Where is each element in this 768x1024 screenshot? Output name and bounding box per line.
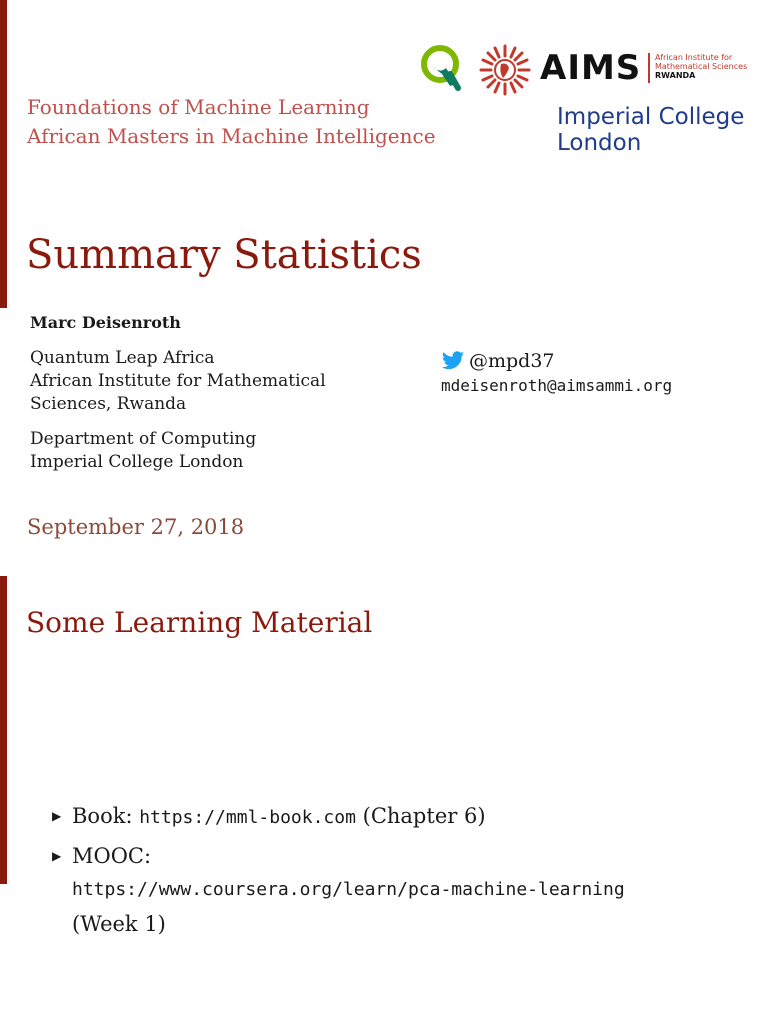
author-name: Marc Deisenroth	[30, 313, 181, 332]
book-link[interactable]: https://mml-book.com	[139, 807, 356, 828]
aims-logo-text: AIMS	[540, 48, 642, 88]
course-title: Foundations of Machine Learning	[27, 95, 370, 119]
affiliation-imperial: Department of Computing Imperial College London	[30, 429, 257, 472]
item-label: MOOC:	[72, 844, 152, 868]
aims-logo-divider	[648, 53, 650, 83]
mooc-link[interactable]: https://www.coursera.org/learn/pca-machine-learning	[72, 879, 625, 900]
aims-sun-logo-icon	[479, 44, 531, 96]
slide-title: Some Learning Material	[26, 606, 373, 639]
triangle-bullet-icon: ▶	[52, 809, 62, 823]
program-title: African Masters in Machine Intelligence	[27, 124, 436, 148]
twitter-handle: @mpd37	[469, 350, 555, 372]
list-item	[52, 799, 752, 835]
quantum-leap-logo-icon	[420, 44, 464, 94]
item-suffix: (Chapter 6)	[355, 804, 486, 828]
aims-logo-subtitle: African Institute for Mathematical Sciences RWANDA	[655, 53, 748, 80]
triangle-bullet-icon: ▶	[52, 849, 62, 863]
affiliation-aims: Quantum Leap Africa African Institute for Mathematical Sciences, Rwanda	[30, 348, 326, 414]
material-list	[52, 799, 752, 945]
email-address[interactable]: mdeisenroth@aimsammi.org	[441, 376, 673, 395]
accent-side-bar	[0, 0, 7, 308]
item-suffix: (Week 1)	[72, 912, 166, 936]
twitter-contact[interactable]	[441, 350, 555, 372]
learning-material-slide	[0, 576, 768, 1024]
twitter-bird-icon	[441, 351, 465, 371]
presentation-date: September 27, 2018	[27, 515, 245, 539]
imperial-college-logo: Imperial College London	[557, 104, 745, 156]
accent-side-bar	[0, 576, 7, 884]
list-item	[52, 839, 752, 941]
slide-title: Summary Statistics	[26, 232, 422, 278]
item-label: Book:	[72, 804, 140, 828]
